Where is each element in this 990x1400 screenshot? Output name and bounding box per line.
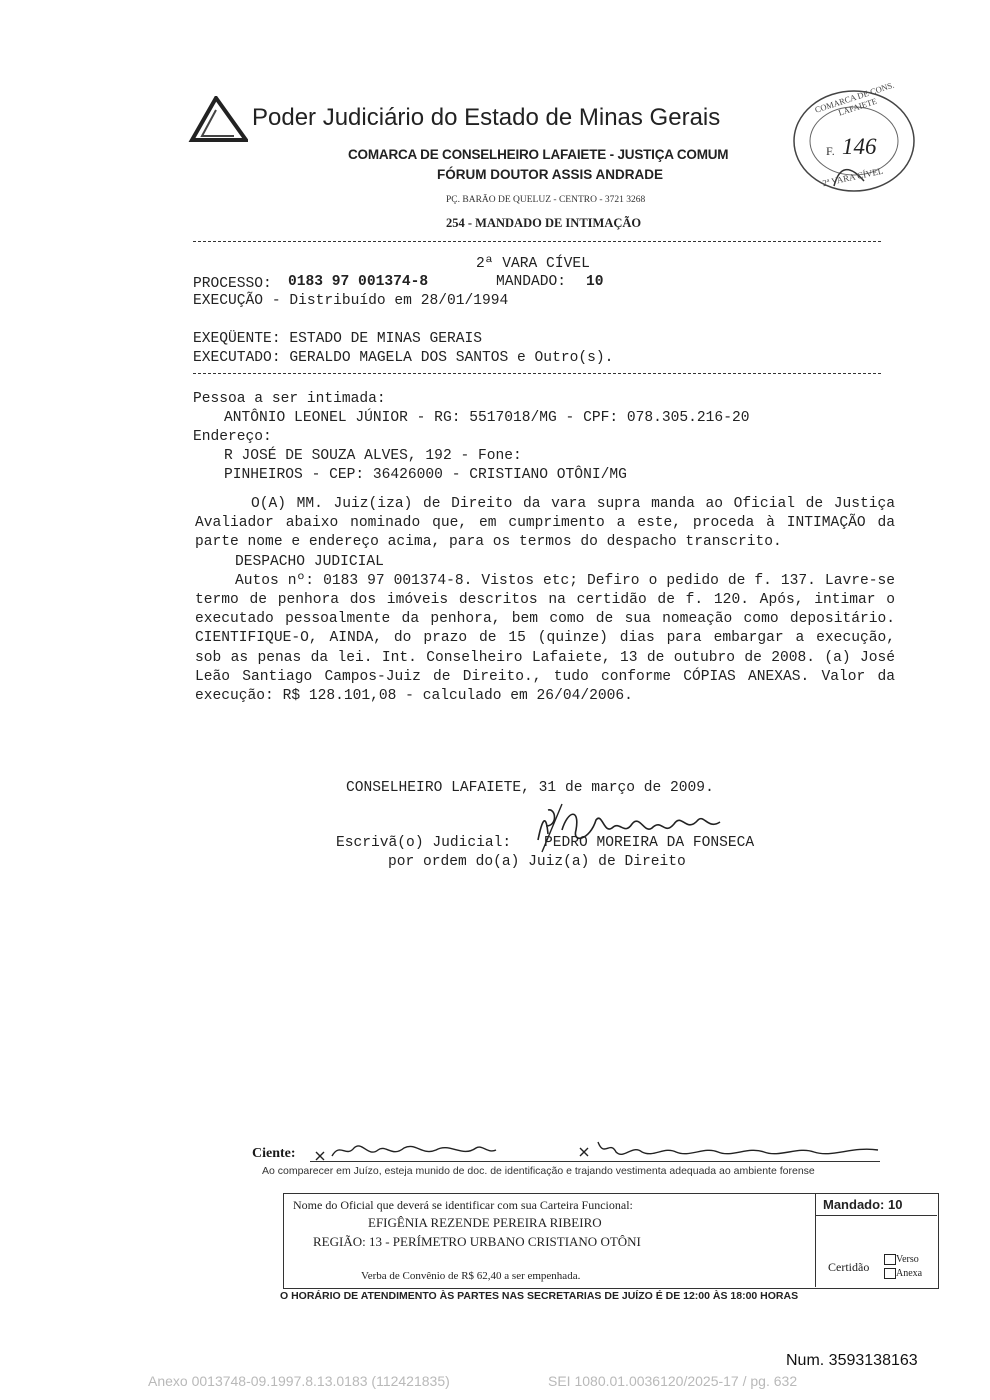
forum-address: PÇ. BARÃO DE QUELUZ - CENTRO - 3721 3268 bbox=[446, 195, 646, 205]
despacho-heading: DESPACHO JUDICIAL bbox=[235, 553, 384, 570]
checkbox-verso[interactable] bbox=[884, 1254, 919, 1265]
exequente-line: EXEQÜENTE: ESTADO DE MINAS GERAIS bbox=[193, 331, 483, 347]
address-label: Endereço: bbox=[193, 429, 272, 445]
address-line-2: PINHEIROS - CEP: 36426000 - CRISTIANO OTÔNI/MG bbox=[224, 467, 627, 483]
verso-label: Verso bbox=[896, 1254, 919, 1265]
checkbox-anexa[interactable] bbox=[884, 1268, 922, 1279]
officer-region: REGIÃO: 13 - PERÍMETRO URBANO CRISTIANO OTÔNI bbox=[313, 1234, 641, 1249]
annex-reference: Anexo 0013748-09.1997.8.13.0183 (112421835) bbox=[148, 1373, 450, 1389]
certidao-label: Certidão bbox=[828, 1260, 870, 1274]
mandado-label: MANDADO: bbox=[496, 274, 567, 290]
officer-label: Nome do Oficial que deverá se identificar com sua Carteira Funcional: bbox=[293, 1198, 633, 1212]
person-heading: Pessoa a ser intimada: bbox=[193, 391, 386, 407]
document-number: Num. 3593138163 bbox=[786, 1352, 918, 1369]
stamp-folio-label: F. bbox=[826, 144, 835, 158]
place-date: CONSELHEIRO LAFAIETE, 31 de março de 2009. bbox=[346, 780, 714, 796]
clerk-name: PEDRO MOREIRA DA FONSECA bbox=[544, 835, 755, 851]
sei-reference: SEI 1080.01.0036120/2025-17 / pg. 632 bbox=[548, 1373, 798, 1389]
order-paragraph: O(A) MM. Juiz(iza) de Direito da vara supra manda ao Oficial de Justiça Avaliador abaixo nominado que, em cumprimento a este, proceda à INTIMAÇÃO da parte nome e endereço acima, para os termos do despacho transcrito. bbox=[195, 496, 895, 551]
stamp-bottom-text: 2ª VARA CÍVEL bbox=[821, 165, 885, 189]
clerk-label: Escrivã(o) Judicial: bbox=[336, 835, 512, 851]
verba-line: Verba de Convênio de R$ 62,40 a ser empenhada. bbox=[361, 1270, 581, 1282]
ciente-label: Ciente: bbox=[252, 1146, 296, 1161]
order-body bbox=[195, 495, 895, 706]
executado-line: EXECUTADO: GERALDO MAGELA DOS SANTOS e Outro(s). bbox=[193, 350, 614, 366]
hours-notice: O HORÁRIO DE ATENDIMENTO ÀS PARTES NAS SECRETARIAS DE JUÍZO É DE 12:00 ÀS 18:00 HORAS bbox=[280, 1290, 799, 1302]
anexa-label: Anexa bbox=[896, 1268, 923, 1279]
ciente-notice: Ao comparecer em Juízo, esteja munido de doc. de identificação e trajando vestimenta adequada ao ambiente forense bbox=[262, 1165, 815, 1177]
officer-name: EFIGÊNIA REZENDE PEREIRA RIBEIRO bbox=[368, 1215, 602, 1230]
address-line-1: R JOSÉ DE SOUZA ALVES, 192 - Fone: bbox=[224, 448, 522, 464]
mandado-box-label: Mandado: 10 bbox=[823, 1197, 903, 1212]
execucao-line: EXECUÇÃO - Distribuído em 28/01/1994 bbox=[193, 293, 509, 309]
court-logo-icon bbox=[188, 96, 248, 144]
processo-number: 0183 97 001374-8 bbox=[288, 274, 429, 290]
court-title: Poder Judiciário do Estado de Minas Gerais bbox=[252, 104, 721, 131]
processo-label: PROCESSO: bbox=[193, 276, 272, 292]
stamp-folio-number: 146 bbox=[842, 134, 877, 159]
vara-label: 2ª VARA CÍVEL bbox=[476, 256, 590, 272]
person-name: ANTÔNIO LEONEL JÚNIOR - RG: 5517018/MG - CPF: 078.305.216-20 bbox=[224, 410, 750, 426]
mandado-number: 10 bbox=[586, 274, 604, 290]
ciente-signatures-icon bbox=[312, 1134, 892, 1164]
stamp-ring-text: COMARCA DE CONS. LAFAIETE bbox=[813, 79, 896, 118]
forum-name: FÓRUM DOUTOR ASSIS ANDRADE bbox=[437, 167, 664, 182]
clerk-signature-icon bbox=[532, 800, 732, 860]
order-of-judge: por ordem do(a) Juiz(a) de Direito bbox=[388, 854, 686, 870]
comarca-line: COMARCA DE CONSELHEIRO LAFAIETE - JUSTIÇA COMUM bbox=[348, 147, 729, 162]
document-type: 254 - MANDADO DE INTIMAÇÃO bbox=[446, 216, 642, 230]
despacho-text: Autos nº: 0183 97 001374-8. Vistos etc; Defiro o pedido de f. 137. Lavre-se termo de penhora dos imóveis descritos na certidão de f. 120. Após, intimar o executado pessoalmente da penhora, bem como de sua nomeação como depositário. CIENTIFIQUE-O, AINDA, do prazo de 15 (quinze) dias para embargar a execução, sob as penas da lei. Int. Conselheiro Lafaiete, 13 de outubro de 2008. (a) José Leão Santiago Campos-Juiz de Direito., tudo conforme CÓPIAS ANEXAS. Valor da execução: R$ 128.101,08 - calculado em 26/04/2006. bbox=[195, 572, 895, 705]
